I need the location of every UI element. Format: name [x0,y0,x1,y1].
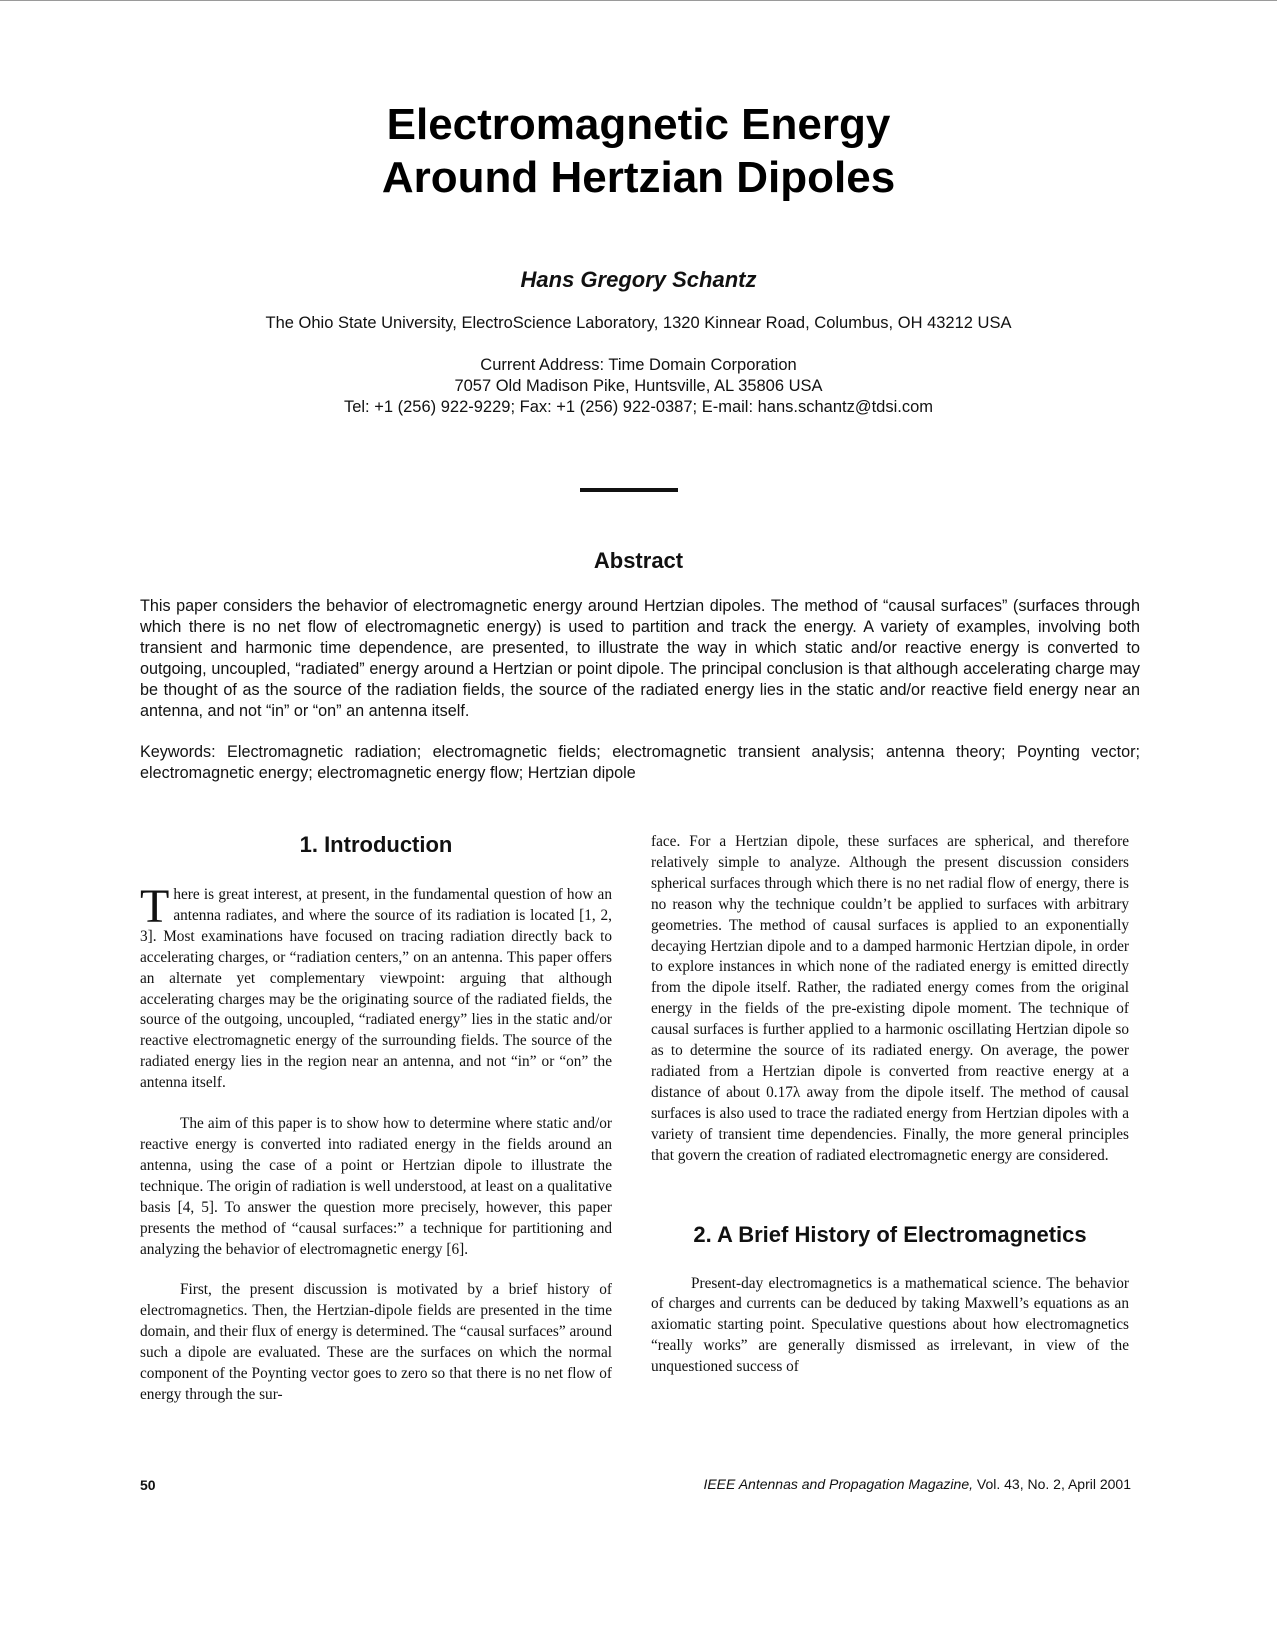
title-line-2: Around Hertzian Dipoles [381,153,896,202]
abstract-text: This paper considers the behavior of electromagnetic energy around Hertzian dipoles. The method of “causal surfaces” (surfaces through which there is no net flow of electromagnetic energy) is used to partition and track the energy. A variety of examples, involving both transient and harmonic time dependence, are presented, to illustrate the way in which static and/or reactive energy is converted to outgoing, uncoupled, “radiated” energy around a Hertzian or point dipole. The principal conclusion is that although accelerating charge may be thought of as the source of the radiation fields, the source of the radiated energy lies in the static and/or reactive field energy near an antenna, and not “in” or “on” an antenna itself. [140,597,1140,720]
intro-paragraph-1 [140,880,612,1094]
section-2-heading: 2. A Brief History of Electromagnetics [693,1221,1087,1247]
intro-paragraph-4: face. For a Hertzian dipole, these surfaces are spherical, and therefore relatively simple to analyze. Although the present discussion considers spherical surfaces through which there is no net radial flow of energy, there is no reason why the technique couldn’t be applied to surfaces with arbitrary geometries. The method of causal surfaces is applied to an exponentially decaying Hertzian dipole and to a damped harmonic Hertzian dipole, in order to explore instances in which none of the radiated energy is emitted directly from the dipole itself. Rather, the radiated energy comes from the original energy in the fields of the pre-existing dipole moment. The technique of causal surfaces is further applied to a harmonic oscillating Hertzian dipole so as to determine the source of its radiated energy. On average, the power radiated from a Hertzian dipole is converted from reactive energy at a distance of about 0.17λ away from the dipole itself. The method of causal surfaces is also used to trace the radiated energy from Hertzian dipoles with a variety of transient time dependencies. Finally, the more general principles that govern the creation of radiated electromagnetic energy are considered. [651,833,1129,1164]
title-divider [580,488,678,492]
page-number: 50 [140,1477,156,1493]
paper-title [0,98,1277,204]
author-name: Hans Gregory Schantz [520,267,757,292]
abstract-heading: Abstract [593,548,684,573]
intro-paragraph-1-text: here is great interest, at present, in the fundamental question of how an antenna radiates, and where the source of its radiation is located [1, 2, 3]. Most examinations have focused on tracing radiation directly back to accelerating charges, or “radiation centers,” on an antenna. This paper offers an alternate yet complementary viewpoint: arguing that although accelerating charges may be the originating source of the radiated fields, the source of the outgoing, uncoupled, “radiated energy” lies in the static and/or reactive electromagnetic energy of the surrounding fields. The source of the radiated energy lies in the region near an antenna, and not “in” or “on” the antenna itself. [140,886,612,1092]
right-column [651,832,1129,1378]
address-line-3: Tel: +1 (256) 922-9229; Fax: +1 (256) 922-0387; E-mail: hans.schantz@tdsi.com [343,398,934,416]
drop-cap: T [140,880,170,933]
left-column [140,830,612,1406]
intro-paragraph-2: The aim of this paper is to show how to determine where static and/or reactive energy is converted into radiated energy in the fields around an antenna, using the case of a point or Hertzian dipole to illustrate the technique. The origin of radiation is well understood, at least on a qualitative basis [4, 5]. To answer the question more precisely, however, this paper presents the method of “causal surfaces:” a technique for partitioning and analyzing the behavior of electromagnetic energy [6]. [140,1115,612,1258]
keywords: Keywords: Electromagnetic radiation; electromagnetic fields; electromagnetic transient analysis; antenna theory; Poynting vector; electromagnetic energy; electromagnetic energy flow; Hertzian dipole [140,743,1140,782]
journal-issue: Vol. 43, No. 2, April 2001 [973,1476,1131,1492]
author-affiliation: The Ohio State University, ElectroScience Laboratory, 1320 Kinnear Road, Columbus, OH 43212 USA [265,314,1012,332]
journal-footer [653,1476,1131,1492]
section-1-heading: 1. Introduction [299,832,453,857]
journal-name: IEEE Antennas and Propagation Magazine, [703,1476,973,1492]
address-line-1: Current Address: Time Domain Corporation [480,356,797,374]
author-address [0,355,1277,418]
intro-paragraph-3: First, the present discussion is motivated by a brief history of electromagnetics. Then, the Hertzian-dipole fields are presented in the time domain, and their flux of energy is determined. The “causal surfaces” around such a dipole are evaluated. These are the surfaces on which the normal component of the Poynting vector goes to zero so that there is no net flow of energy through the sur- [140,1281,612,1403]
history-paragraph-1: Present-day electromagnetics is a mathematical science. The behavior of charges and currents can be deduced by taking Maxwell’s equations as an axiomatic starting point. Speculative questions about how electromagnetics “really works” are generally dismissed as irrelevant, in view of the unquestioned success of [651,1274,1129,1376]
title-line-1: Electromagnetic Energy [386,100,891,149]
address-line-2: 7057 Old Madison Pike, Huntsville, AL 35806 USA [454,377,823,395]
page-top-border [0,0,1277,1]
